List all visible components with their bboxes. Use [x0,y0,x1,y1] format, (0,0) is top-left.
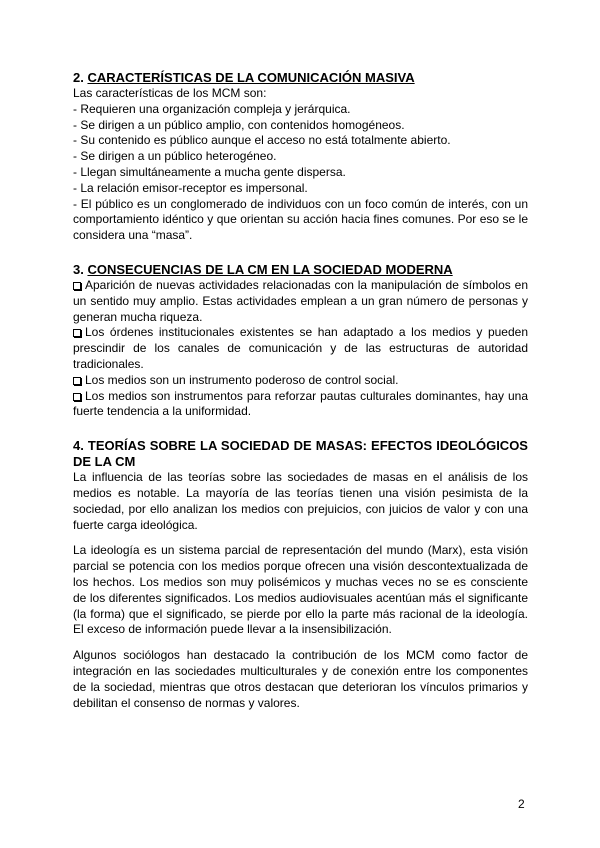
section-4-title: TEORÍAS SOBRE LA SOCIEDAD DE MASAS: EFECTOS IDEOLÓGICOS DE LA CM [73,438,528,470]
list-item: - Se dirigen a un público amplio, con contenidos homogéneos. [73,117,405,132]
checkbox-bullet-icon [73,329,81,337]
section-4-heading [73,438,528,470]
section-2-intro: Las características de los MCM son: [73,86,267,100]
bullet-text: Los medios son instrumentos para reforzar pautas culturales dominantes, hay una fuerte tendencia a la uniformidad. [73,388,528,419]
section-2-heading [73,70,528,86]
bullet-item [73,325,528,372]
checkbox-bullet-icon [73,377,81,385]
bullet-item [73,373,528,389]
paragraph: La ideología es un sistema parcial de representación del mundo (Marx), esta visión parcial se potencia con los medios porque ofrecen una visión descontextualizada de los hechos. Los medios son muy polisémicos y muchas veces no se es consciente de los diferentes significados. Los medios audiovisuales acentúan más el significante (la forma) que el significado, se pierde por ello la parte más racional de la ideología. El exceso de información puede llevar a la insensibilización. [73,543,528,637]
paragraph: La influencia de las teorías sobre las sociedades de masas en el análisis de los medios es notable. La mayoría de las teorías tienen una visión pesimista de la sociedad, por ello analizan los medios con prejuicios, con juicios de valor y con una fuerte carga ideológica. [73,470,528,532]
section-2-title: CARACTERÍSTICAS DE LA COMUNICACIÓN MASIVA [87,70,415,85]
section-3-title: CONSECUENCIAS DE LA CM EN LA SOCIEDAD MODERNA [87,261,453,277]
list-item: - Llegan simultáneamente a mucha gente dispersa. [73,164,346,179]
list-item: - Requieren una organización compleja y jerárquica. [73,101,351,116]
document-page [73,70,528,711]
checkbox-bullet-icon [73,282,81,290]
bullet-text: Los medios son un instrumento poderoso de control social. [85,372,399,387]
paragraph: Algunos sociólogos han destacado la contribución de los MCM como factor de integración en las sociedades multiculturales y de conexión entre los componentes de la sociedad, mientras que otros destacan que deterioran los vínculos primarios y debilitan el consenso de normas y valores. [73,648,528,710]
checkbox-bullet-icon [73,393,81,401]
list-item: - La relación emisor-receptor es impersonal. [73,180,308,195]
section-3-heading [73,262,528,278]
section-3-number: 3. [73,261,88,277]
bullet-text: Aparición de nuevas actividades relacionadas con la manipulación de símbolos en un sentido muy amplio. Estas actividades emplean a un gran número de personas y generan mucha riqueza. [73,277,528,324]
section-2-number: 2. [73,70,88,85]
list-item: - Su contenido es público aunque el acceso no está totalmente abierto. [73,133,451,148]
section-4-number: 4. [73,438,88,454]
bullet-text: Los órdenes institucionales existentes se han adaptado a los medios y pueden prescindir de los canales de comunicación y de las estructuras de autoridad tradicionales. [73,325,528,371]
page-number: 2 [518,797,525,811]
list-item: - El público es un conglomerado de individuos con un foco común de interés, con un comportamiento idéntico y que orientan su acción hacia fines comunes. Por eso se le considera una “masa”. [73,196,528,243]
bullet-item [73,278,528,325]
bullet-item [73,389,528,421]
list-item: - Se dirigen a un público heterogéneo. [73,149,277,164]
